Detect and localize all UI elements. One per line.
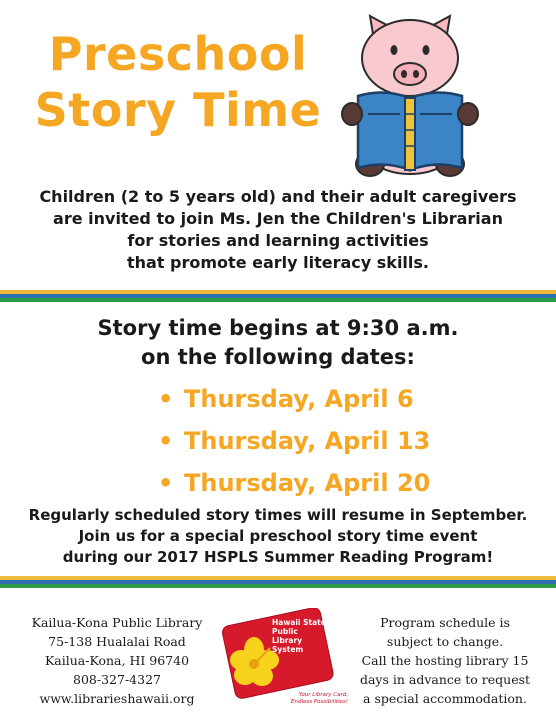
closing-line: during our 2017 HSPLS Summer Reading Program! xyxy=(62,548,494,566)
date-label: Thursday, April 20 xyxy=(184,469,431,497)
date-item xyxy=(158,462,498,504)
bullet-dot: • xyxy=(158,385,174,413)
library-phone: 808-327-4327 xyxy=(73,672,161,687)
pig-reading-book-icon xyxy=(330,14,490,182)
library-website[interactable]: www.librarieshawaii.org xyxy=(39,691,195,706)
library-name: Kailua-Kona Public Library xyxy=(31,615,203,630)
closing-line: Regularly scheduled story times will resume in September. xyxy=(28,506,528,524)
date-item xyxy=(158,378,498,420)
date-label: Thursday, April 6 xyxy=(184,385,414,413)
bullet-dot: • xyxy=(158,469,174,497)
intro-line: Children (2 to 5 years old) and their adult caregivers xyxy=(39,187,517,206)
title-line-1: Preschool xyxy=(48,27,308,81)
intro-text xyxy=(0,186,556,274)
notice-line: days in advance to request xyxy=(359,672,531,687)
card-tagline-line-2: Endless Possibilities! xyxy=(291,698,348,705)
intro-line: are invited to join Ms. Jen the Children's Librarian xyxy=(53,209,503,228)
closing-line: Join us for a special preschool story time event xyxy=(78,527,478,545)
bullet-dot: • xyxy=(158,427,174,455)
stripe-divider-bottom xyxy=(0,576,556,588)
start-time-line: Story time begins at 9:30 a.m. xyxy=(97,316,459,340)
date-label: Thursday, April 13 xyxy=(184,427,431,455)
date-item xyxy=(158,420,498,462)
intro-line: for stories and learning activities xyxy=(127,231,429,250)
notice-line: subject to change. xyxy=(386,634,504,649)
notice-line: Call the hosting library 15 xyxy=(361,653,529,668)
card-title: Hawaii State Public Library System xyxy=(272,618,326,654)
start-time-text xyxy=(0,314,556,372)
dates-heading: on the following dates: xyxy=(141,345,415,369)
notice-line: Program schedule is xyxy=(380,615,510,630)
intro-line: that promote early literacy skills. xyxy=(126,253,429,272)
library-contact xyxy=(22,613,212,708)
flyer-title xyxy=(28,26,328,138)
library-card-logo xyxy=(220,608,348,705)
card-tagline xyxy=(278,692,348,705)
title-line-2: Story Time xyxy=(34,83,322,137)
schedule-notice xyxy=(356,613,534,708)
library-city: Kailua-Kona, HI 96740 xyxy=(44,653,190,668)
stripe-divider-top xyxy=(0,290,556,302)
card-tagline-line-1: Your Library Card, xyxy=(298,692,348,698)
library-address: 75-138 Hualalai Road xyxy=(48,634,186,649)
dates-list xyxy=(158,378,498,504)
notice-line: a special accommodation. xyxy=(363,691,527,706)
closing-text xyxy=(0,505,556,568)
